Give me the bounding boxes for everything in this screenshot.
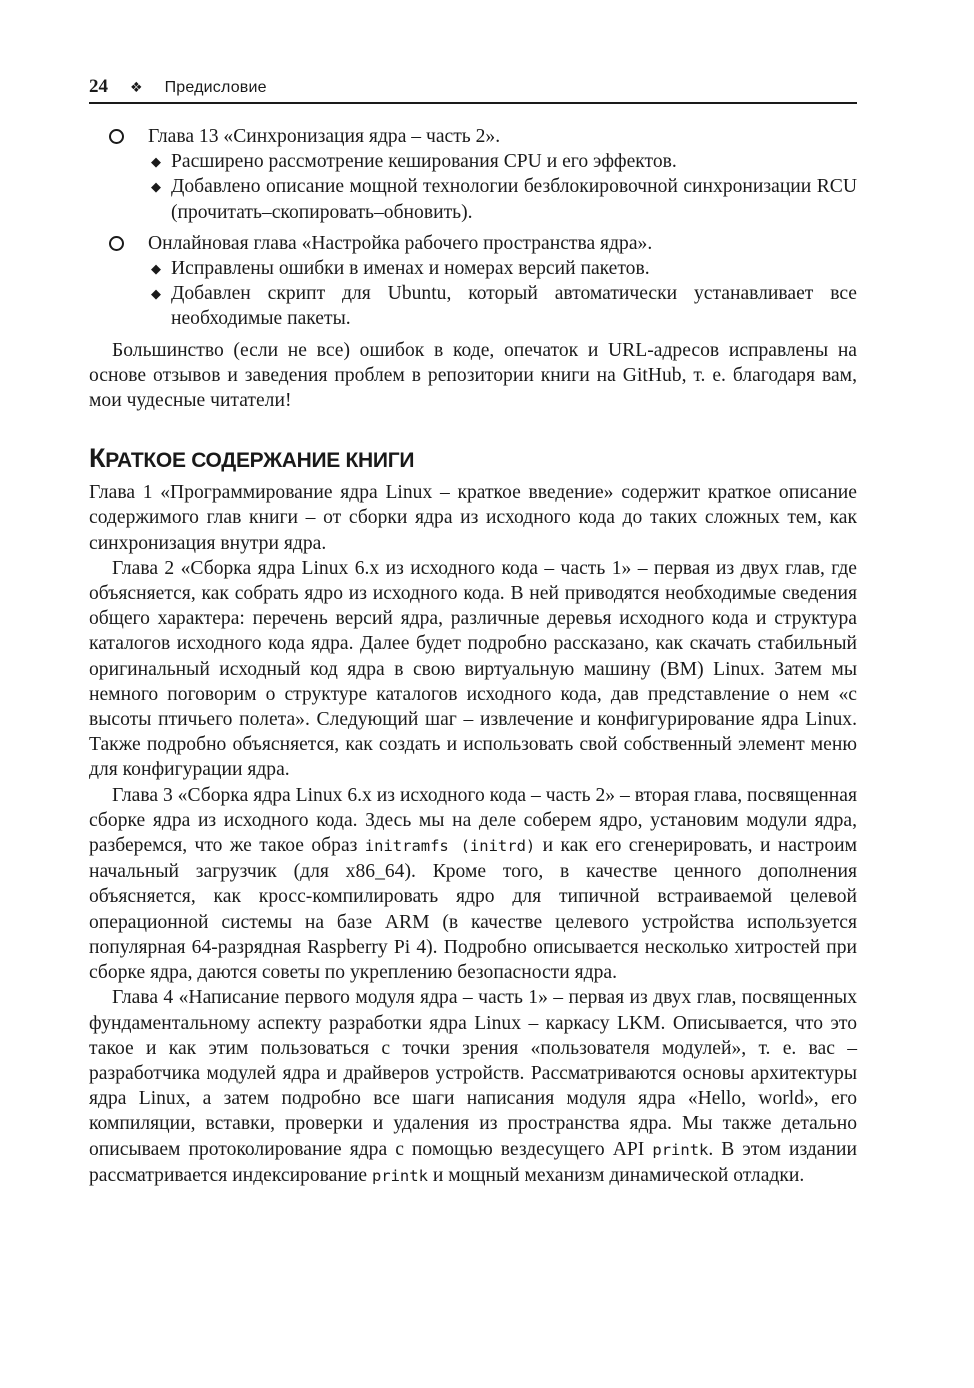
running-header xyxy=(89,76,857,104)
list-item: Онлайновая глава «Настройка рабочего пространства ядра». xyxy=(89,231,857,256)
diamond-bullet-icon: ◆ xyxy=(151,261,161,277)
sub-list-item: ◆ Добавлено описание мощной технологии безблокировочной синхронизации RCU (прочитать–скопировать–обновить). xyxy=(151,176,857,223)
inline-code: printk xyxy=(652,1140,709,1159)
sub-list-item: ◆ Добавлен скрипт для Ubuntu, который автоматически устанавливает все необходимые пакеты. xyxy=(151,283,857,330)
diamond-bullet-icon: ◆ xyxy=(151,154,161,170)
section-body xyxy=(89,480,857,1189)
closing-paragraph: Большинство (если не все) ошибок в коде, опечаток и URL-адресов исправлены на основе отзывов и заведения проблем в репозитории книги на GitHub, т. е. благодаря вам, мои чудесные читатели! xyxy=(89,339,857,412)
diamond-bullet-icon: ◆ xyxy=(151,286,161,302)
inline-code: initramfs (initrd) xyxy=(364,837,536,856)
chapter-title: Предисловие xyxy=(164,79,267,96)
circle-bullet-icon xyxy=(109,129,124,144)
circle-bullet-icon xyxy=(109,236,124,251)
paragraph-ch3: Глава 3 «Сборка ядра Linux 6.x из исходного кода – часть 2» – вторая глава, посвященная сборке ядра из исходного кода. Здесь мы на деле соберем ядро, установим модули ядра, разберемся, что же такое образ initramfs (initrd) и как его сгенерировать, и настроим начальный загрузчик (для x86_64). Кроме того, в качестве ценного дополнения объясняется, как кросс-компилировать ядро для типичной встраиваемой целевой операционной системы на базе ARM (в качестве целевого устройства используется популярная 64-разрядная Raspberry Pi 4). Подробно описывается несколько хитростей при сборке ядра, даются советы по укреплению безопасности ядра. xyxy=(89,784,857,984)
changes-list xyxy=(89,124,857,413)
paragraph-ch1: Глава 1 «Программирование ядра Linux – краткое введение» содержит краткое описание содержимого глав книги – от сборки ядра из исходного кода до таких сложных тем, как синхронизация внутри ядра. xyxy=(89,482,857,554)
section-heading: КРАТКОЕ СОДЕРЖАНИЕ КНИГИ xyxy=(89,443,415,474)
inline-code: printk xyxy=(371,1166,428,1185)
paragraph-ch2: Глава 2 «Сборка ядра Linux 6.x из исходного кода – часть 1» – первая из двух глав, где объясняется, как собрать ядро из исходного кода. В ней приводятся необходимые сведения общего характера: перечень версий ядра, различные деревья исходного кода и структура каталогов исходного кода ядра. Далее будет подробно рассказано, как скачать стабильный оригинальный исходный код ядра в свою виртуальную машину (ВМ) Linux. Затем мы немного поговорим о структуре каталогов исходного кода, дав представление о нем «с высоты птичьего полета». Следующий шаг – извлечение и конфигурирование ядра Linux. Также подробно объясняется, как создать и использовать свой собственный элемент меню для конфигурации ядра. xyxy=(89,557,857,781)
ornament-icon: ❖ xyxy=(130,80,143,96)
sub-list-item: ◆ Расширено рассмотрение кеширования CPU и его эффектов. xyxy=(89,149,857,174)
list-item: Глава 13 «Синхронизация ядра – часть 2». xyxy=(89,124,857,149)
diamond-bullet-icon: ◆ xyxy=(151,179,161,195)
book-page xyxy=(89,76,857,1189)
sub-list-item: ◆ Исправлены ошибки в именах и номерах версий пакетов. xyxy=(89,256,857,281)
paragraph-ch4: Глава 4 «Написание первого модуля ядра – часть 1» – первая из двух глав, посвященных фундаментальному аспекту разработки ядра Linux – каркасу LKM. Описывается, что это такое и как этим пользоваться с точки зрения «пользователя модулей», т. е. вас – разработчика модулей ядра и драйверов устройств. Рассматриваются основы архитектуры ядра Linux, а затем подробно все шаги написания модуля ядра «Hello, world», его компиляции, вставки, проверки и удаления из пространства ядра. Мы также детально описываем протоколирование ядра с помощью вездесущего API printk. В этом издании рассматривается индексирование printk и мощный механизм динамической отладки. xyxy=(89,987,857,1186)
page-number: 24 xyxy=(89,76,108,97)
